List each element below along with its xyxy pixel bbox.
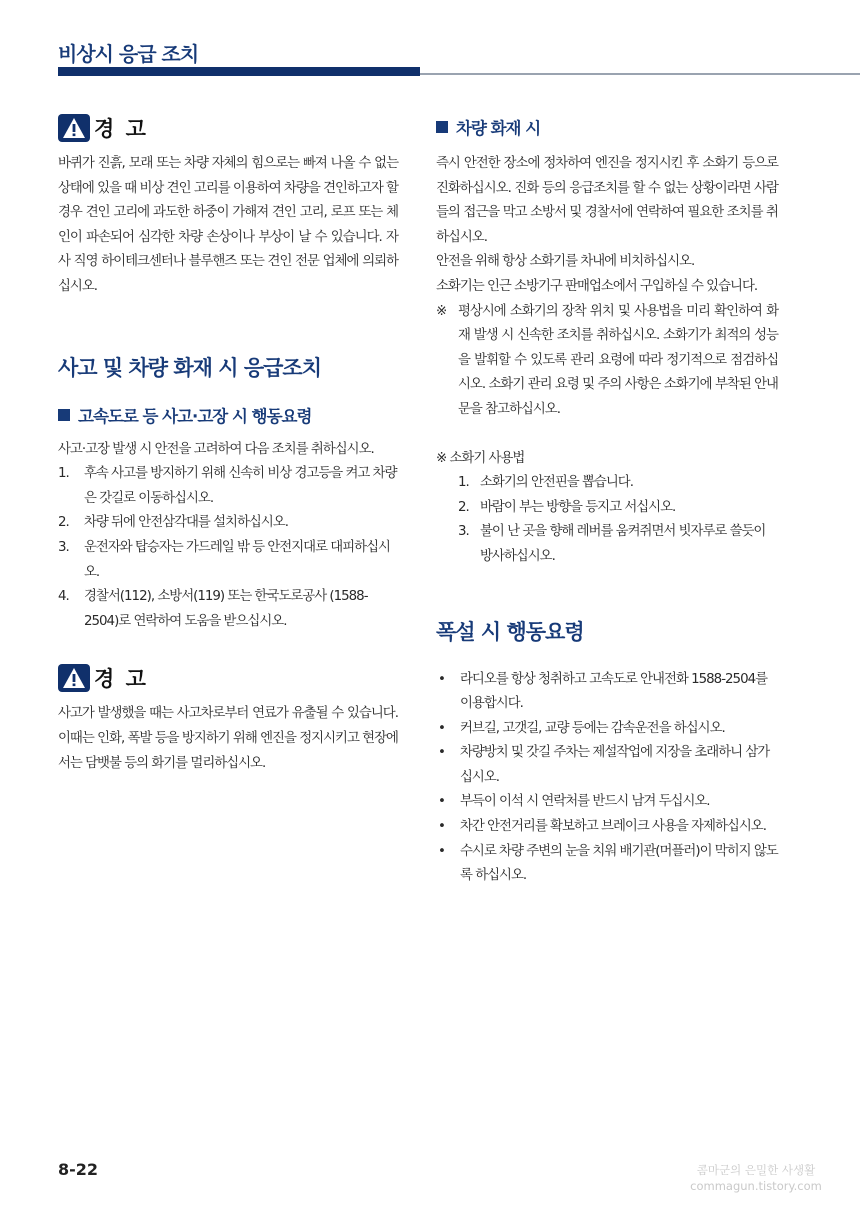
- fire-paragraph-1: 즉시 안전한 장소에 정차하여 엔진을 정지시킨 후 소화기 등으로 진화하십시오. 진화 등의 응급조치를 할 수 없는 상황이라면 사람들의 접근을 막고 소방서 및 경찰서에 연락하여 필요한 조치를 취하십시오.: [436, 156, 778, 245]
- page-header-title: 비상시 응급 조치: [58, 42, 199, 66]
- list-item: 3. 운전자와 탑승자는 가드레일 밖 등 안전지대로 대피하십시오.: [58, 539, 390, 580]
- warning-text-1: 바퀴가 진흙, 모래 또는 차량 자체의 힘으로는 빠져 나올 수 없는 상태에 있을 때 비상 견인 고리를 이용하여 차량을 견인하고자 할 경우 견인 고리에 과도한 하중이 가해져 견인 고리, 로프 또는 체인이 파손되어 심각한 차량 손상이나 부상이 날 수 있습니다. 자사 직영 하이테크센터나 블루핸즈 또는 견인 전문 업체에 의뢰하십시오.: [58, 156, 398, 294]
- header-rule-light: [420, 73, 860, 75]
- warning-heading-2: [58, 662, 398, 694]
- list-item: 2. 차량 뒤에 안전삼각대를 설치하십시오.: [58, 515, 288, 531]
- extinguisher-usage-title: ※ 소화기 사용법: [436, 450, 525, 466]
- accident-intro: 사고·고장 발생 시 안전을 고려하여 다음 조치를 취하십시오.: [58, 441, 374, 457]
- page-number: 8-22: [58, 1160, 99, 1179]
- fire-paragraph-2: 안전을 위해 항상 소화기를 차내에 비치하십시오.: [436, 254, 695, 270]
- right-column: [436, 112, 778, 889]
- warning-heading-1: [58, 112, 398, 144]
- note-mark: ※: [436, 303, 447, 319]
- watermark: [676, 1162, 836, 1194]
- snow-tips-list: [436, 668, 778, 889]
- warning-text-2: 사고가 발생했을 때는 사고차로부터 연료가 유출될 수 있습니다. 이때는 인화, 폭발 등을 방지하기 위해 엔진을 정지시키고 현장에서는 담뱃불 등의 화기를 멀리하십시오.: [58, 706, 398, 771]
- section-title-accident: 사고 및 차량 화재 시 응급조치: [58, 355, 321, 380]
- warning-title: 경 고: [94, 117, 148, 141]
- watermark-line-1: 콤마군의 은밀한 사생활: [696, 1163, 816, 1177]
- extinguisher-steps-list: [436, 471, 778, 569]
- watermark-line-2: commagun.tistory.com: [690, 1179, 822, 1193]
- warning-triangle-icon: [58, 114, 90, 142]
- header-rule-dark: [58, 67, 420, 76]
- subsection-title-fire: [436, 114, 778, 140]
- square-bullet-icon: [436, 121, 448, 133]
- note-text: 평상시에 소화기의 장착 위치 및 사용법을 미리 확인하여 화재 발생 시 신속한 조치를 취하십시오. 소화기가 최적의 성능을 발휘할 수 있도록 관리 요령에 따라 정기적으로 점검하십시오. 소화기 관리 요령 및 주의 사항은 소화기에 부착된 안내문을 참고하십시오.: [458, 303, 778, 417]
- subsection-title-text: 고속도로 등 사고·고장 시 행동요령: [78, 406, 312, 426]
- fire-note: [436, 300, 778, 423]
- warning-triangle-icon: [58, 664, 90, 692]
- warning-title: 경 고: [94, 667, 148, 692]
- list-item: 3. 불이 난 곳을 향해 레버를 움켜쥐면서 빗자루로 쓸듯이 방사하십시오.: [458, 524, 766, 564]
- left-column: [58, 112, 398, 776]
- list-item: 4. 경찰서(112), 소방서(119) 또는 한국도로공사 (1588-2504)로 연락하여 도움을 받으십시오.: [58, 589, 368, 629]
- square-bullet-icon: [58, 409, 70, 421]
- list-item: • 라디오를 항상 청취하고 고속도로 안내전화 1588-2504를 이용합시다.: [438, 671, 768, 712]
- list-item: 1. 소화기의 안전핀을 뽑습니다.: [458, 475, 633, 491]
- list-item: 1. 후속 사고를 방지하기 위해 신속히 비상 경고등을 켜고 차량은 갓길로 이동하십시오.: [58, 466, 397, 506]
- list-item: • 커브길, 고갯길, 교량 등에는 감속운전을 하십시오.: [438, 720, 725, 736]
- list-item: • 부득이 이석 시 연락처를 반드시 남겨 두십시오.: [438, 794, 710, 810]
- section-title-snow: 폭설 시 행동요령: [436, 619, 584, 644]
- subsection-title-text: 차량 화재 시: [456, 119, 541, 138]
- list-item: • 차량방치 및 갓길 주차는 제설작업에 지장을 초래하니 삼가십시오.: [438, 745, 770, 785]
- fire-paragraph-3: 소화기는 인근 소방기구 판매업소에서 구입하실 수 있습니다.: [436, 278, 758, 294]
- accident-steps-list: [58, 462, 398, 634]
- subsection-title-highway: [58, 402, 398, 428]
- list-item: • 수시로 차량 주변의 눈을 치워 배기관(머플러)이 막히지 않도록 하십시오.: [438, 843, 778, 884]
- list-item: • 차간 안전거리를 확보하고 브레이크 사용을 자제하십시오.: [438, 819, 766, 835]
- list-item: 2. 바람이 부는 방향을 등지고 서십시오.: [458, 499, 676, 515]
